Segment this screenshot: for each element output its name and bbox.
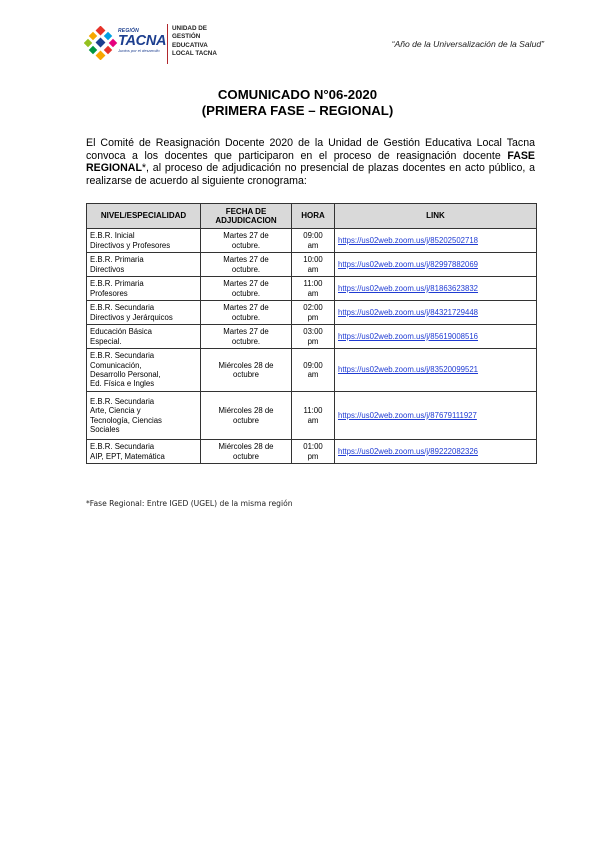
- cell-nivel: [87, 301, 201, 325]
- table-row: [87, 277, 537, 301]
- cell-hora-line: am: [307, 370, 319, 379]
- cell-hora-line: 02:00: [303, 303, 323, 313]
- cell-nivel-line: Especial.: [90, 336, 122, 346]
- title-line-1: COMUNICADO N°06-2020: [217, 87, 378, 102]
- cell-fecha: [201, 229, 292, 253]
- cell-nivel-line: E.B.R. Secundaria: [90, 442, 155, 452]
- cell-fecha: [201, 325, 292, 349]
- cell-link: [335, 349, 537, 392]
- cell-fecha-line: Martes 27 de: [223, 327, 269, 337]
- cell-hora: [292, 229, 335, 253]
- region-tacna-logo-icon: [84, 26, 118, 60]
- cell-fecha: [201, 301, 292, 325]
- cell-nivel-line: Directivos: [90, 264, 125, 274]
- zoom-link[interactable]: https://us02web.zoom.us/j/83520099521: [338, 365, 479, 375]
- cell-fecha-line: octubre: [232, 370, 259, 379]
- cell-link: [335, 229, 537, 253]
- cell-hora-line: am: [307, 415, 319, 425]
- cell-fecha-line: Martes 27 de: [223, 303, 269, 313]
- schedule-table: [86, 203, 537, 464]
- cell-hora-line: 09:00: [303, 360, 323, 370]
- table-row: [87, 349, 537, 392]
- zoom-link[interactable]: https://us02web.zoom.us/j/85202502718: [338, 235, 479, 245]
- column-header-link: LINK: [335, 204, 537, 229]
- zoom-link[interactable]: https://us02web.zoom.us/j/84321729448: [338, 307, 479, 317]
- table-row: [87, 301, 537, 325]
- cell-fecha: [201, 349, 292, 392]
- cell-nivel-line: Educación Básica: [90, 327, 152, 337]
- cell-hora: [292, 253, 335, 277]
- intro-text-2: *, al proceso de adjudicación no presencial de plazas docentes en acto público, a realizarse de acuerdo al siguiente cronograma:: [86, 162, 535, 187]
- table-body: [87, 229, 537, 464]
- table-row: [87, 325, 537, 349]
- cell-hora: [292, 325, 335, 349]
- cell-hora: [292, 277, 335, 301]
- cell-nivel-line: Profesores: [90, 288, 128, 298]
- ugel-line: EDUCATIVA: [172, 41, 208, 49]
- table-header-row: [87, 204, 537, 229]
- cell-fecha-line: octubre.: [231, 288, 261, 298]
- cell-nivel-line: E.B.R. Primaria: [90, 279, 144, 289]
- cell-link: [335, 277, 537, 301]
- cell-link: [335, 253, 537, 277]
- cell-fecha-line: Miércoles 28 de: [218, 442, 274, 452]
- logo-slogan: Juntos por el desarrollo: [118, 48, 160, 53]
- cell-fecha: [201, 440, 292, 464]
- cell-fecha-line: octubre: [232, 415, 259, 425]
- cell-nivel-line: Desarrollo Personal,: [90, 370, 161, 379]
- ugel-line: LOCAL TACNA: [172, 49, 217, 57]
- cell-hora-line: 11:00: [303, 406, 323, 416]
- cell-nivel-line: Ed. Física e Ingles: [90, 379, 155, 389]
- cell-nivel: [87, 440, 201, 464]
- cell-hora-line: pm: [307, 336, 319, 346]
- cell-nivel: [87, 277, 201, 301]
- column-header-fecha: FECHA DE ADJUDICACION: [201, 204, 292, 229]
- cell-fecha-line: Martes 27 de: [223, 231, 269, 241]
- cell-fecha-line: octubre.: [231, 312, 261, 322]
- logo-region-label: REGIÓN: [118, 28, 139, 34]
- cell-hora-line: 09:00: [303, 231, 323, 241]
- zoom-link[interactable]: https://us02web.zoom.us/j/82997882069: [338, 259, 479, 269]
- cell-hora-line: pm: [307, 312, 319, 322]
- ugel-line: GESTIÓN: [172, 33, 201, 41]
- page-header: [84, 22, 544, 70]
- zoom-link[interactable]: https://us02web.zoom.us/j/85619008516: [338, 331, 479, 341]
- cell-nivel-line: E.B.R. Secundaria: [90, 396, 155, 406]
- cell-fecha-line: octubre.: [231, 240, 261, 250]
- intro-text-1: El Comité de Reasignación Docente 2020 de la Unidad de Gestión Educativa Local Tacna convoca a los docentes que participaron en el proceso de reasignación docente: [86, 137, 535, 162]
- cell-nivel: [87, 253, 201, 277]
- title-line-2: (PRIMERA FASE – REGIONAL): [201, 102, 394, 118]
- cell-nivel-line: Comunicación,: [90, 360, 142, 370]
- cell-nivel-line: Tecnología, Ciencias: [90, 415, 162, 425]
- cell-fecha: [201, 253, 292, 277]
- cell-nivel-line: E.B.R. Inicial: [90, 231, 135, 241]
- cell-link: [335, 392, 537, 440]
- cell-hora-line: 01:00: [303, 442, 323, 452]
- column-header-nivel: NIVEL/ESPECIALIDAD: [87, 204, 201, 229]
- document-title: [0, 87, 595, 118]
- cell-fecha-line: octubre: [232, 451, 259, 461]
- zoom-link[interactable]: https://us02web.zoom.us/j/81863623832: [338, 283, 479, 293]
- cell-nivel-line: E.B.R. Secundaria: [90, 351, 155, 361]
- table-row: [87, 229, 537, 253]
- footnote: *Fase Regional: Entre IGED (UGEL) de la misma región: [86, 499, 293, 508]
- cell-fecha-line: Miércoles 28 de: [218, 360, 274, 370]
- cell-fecha-line: Martes 27 de: [223, 255, 269, 265]
- cell-fecha-line: octubre.: [231, 336, 261, 346]
- column-header-hora: HORA: [292, 204, 335, 229]
- cell-hora-line: pm: [307, 451, 319, 461]
- table-row: [87, 253, 537, 277]
- cell-nivel-line: Directivos y Jerárquicos: [90, 312, 173, 322]
- cell-link: [335, 325, 537, 349]
- cell-nivel-line: Directivos y Profesores: [90, 240, 171, 250]
- table-row: [87, 392, 537, 440]
- cell-nivel: [87, 392, 201, 440]
- cell-hora-line: am: [307, 264, 319, 274]
- cell-fecha: [201, 392, 292, 440]
- cell-hora-line: 03:00: [303, 327, 323, 337]
- cell-nivel-line: AIP, EPT, Matemática: [90, 451, 165, 461]
- cell-nivel: [87, 229, 201, 253]
- logo-divider: [167, 24, 168, 64]
- logo-wordmark: [118, 28, 166, 53]
- cell-nivel-line: E.B.R. Primaria: [90, 255, 144, 265]
- cell-hora: [292, 301, 335, 325]
- zoom-link[interactable]: https://us02web.zoom.us/j/87679111927: [338, 410, 477, 420]
- cell-hora: [292, 440, 335, 464]
- logo-name: TACNA: [118, 33, 167, 49]
- cell-nivel: [87, 325, 201, 349]
- cell-nivel: [87, 349, 201, 392]
- ugel-line: UNIDAD DE: [172, 25, 207, 32]
- cell-fecha: [201, 277, 292, 301]
- intro-paragraph: [86, 137, 535, 187]
- cell-fecha-line: octubre.: [231, 264, 261, 274]
- cell-hora-line: 10:00: [303, 255, 323, 265]
- cell-nivel-line: E.B.R. Secundaria: [90, 303, 155, 313]
- year-motto: “Año de la Universalización de la Salud”: [391, 39, 544, 49]
- cell-link: [335, 440, 537, 464]
- table-row: [87, 440, 537, 464]
- cell-hora-line: am: [307, 240, 319, 250]
- cell-hora: [292, 349, 335, 392]
- ugel-name: [172, 25, 217, 58]
- cell-hora: [292, 392, 335, 440]
- cell-hora-line: 11:00: [303, 279, 323, 289]
- cell-link: [335, 301, 537, 325]
- cell-hora-line: am: [307, 288, 319, 298]
- cell-fecha-line: Miércoles 28 de: [218, 406, 274, 416]
- zoom-link[interactable]: https://us02web.zoom.us/j/89222082326: [338, 446, 479, 456]
- cell-nivel-line: Arte, Ciencia y: [90, 406, 141, 416]
- cell-fecha-line: Martes 27 de: [223, 279, 269, 289]
- intro-bold-text: FASE REGIONAL: [86, 149, 535, 175]
- cell-nivel-line: Sociales: [90, 424, 120, 434]
